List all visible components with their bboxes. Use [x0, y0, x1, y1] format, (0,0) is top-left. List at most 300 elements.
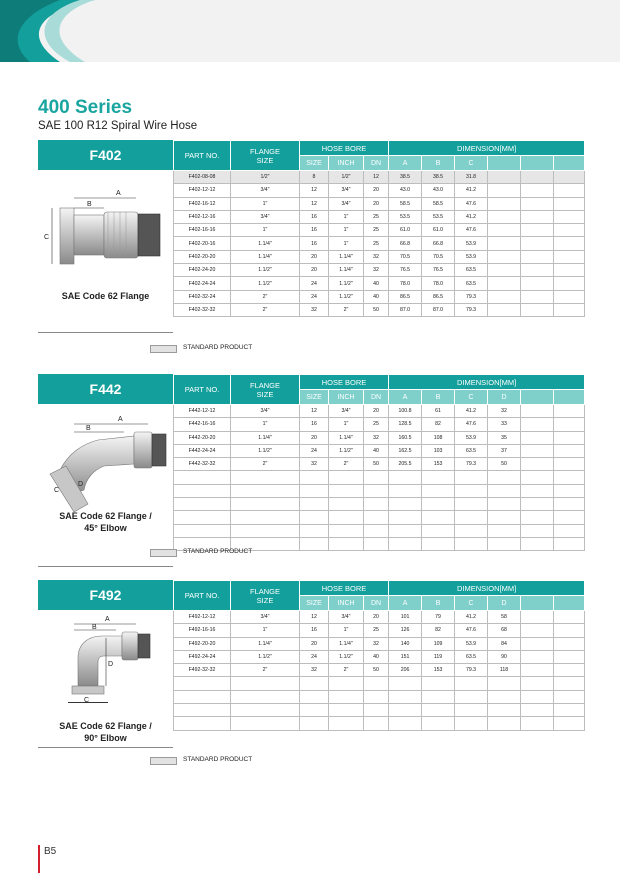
table-cell-empty — [488, 277, 521, 290]
table-cell-empty — [455, 537, 488, 550]
table-cell: F492-20-20 — [174, 637, 231, 650]
table-cell-empty — [554, 405, 585, 418]
table-cell-empty — [231, 484, 300, 497]
table-cell: 1.1/4" — [329, 250, 364, 263]
table-cell: 24 — [300, 650, 329, 663]
table-cell-empty — [364, 677, 389, 690]
table-cell: 3/4" — [329, 197, 364, 210]
model-label-f442: F442 — [38, 374, 173, 404]
table-cell-empty — [521, 237, 554, 250]
table-cell: 24 — [300, 277, 329, 290]
dim-label-b: B — [87, 201, 92, 208]
col-header-inch: INCH — [329, 156, 364, 171]
col-header-b: B — [422, 390, 455, 405]
table-cell: 40 — [364, 650, 389, 663]
straight-flange-fitting-drawing — [38, 170, 173, 300]
table-cell-empty — [554, 690, 585, 703]
table-cell-empty — [521, 624, 554, 637]
col-header-dn: DN — [364, 156, 389, 171]
col-header-dimension: DIMENSION[MM] — [389, 581, 585, 596]
col-header-d: D — [488, 596, 521, 611]
table-cell: 118 — [488, 664, 521, 677]
table-cell: 8 — [300, 171, 329, 184]
table-cell: 25 — [364, 237, 389, 250]
table-cell: 1/2" — [329, 171, 364, 184]
table-cell-empty — [554, 237, 585, 250]
table-cell: 84 — [488, 637, 521, 650]
table-cell: 16 — [300, 237, 329, 250]
table-cell: 153 — [422, 664, 455, 677]
table-cell: 1.1/2" — [231, 444, 300, 457]
table-cell-empty — [422, 484, 455, 497]
table-cell-empty — [422, 498, 455, 511]
table-cell-empty — [554, 264, 585, 277]
table-cell: 38.5 — [422, 171, 455, 184]
col-header-flange-size: FLANGE SIZE — [231, 375, 300, 405]
table-cell: 20 — [300, 431, 329, 444]
table-cell-empty — [488, 303, 521, 316]
table-cell-empty — [554, 303, 585, 316]
table-cell-empty — [231, 511, 300, 524]
table-row — [174, 224, 585, 237]
table-cell-empty — [554, 171, 585, 184]
table-cell-empty — [521, 637, 554, 650]
table-cell-empty — [300, 511, 329, 524]
table-cell: 47.6 — [455, 624, 488, 637]
table-cell: 1.1/4" — [329, 431, 364, 444]
table-cell: 2" — [231, 290, 300, 303]
table-cell: 58.5 — [389, 197, 422, 210]
table-cell-empty — [455, 498, 488, 511]
table-cell: 37 — [488, 444, 521, 457]
table-cell: 79.3 — [455, 458, 488, 471]
table-cell-empty — [389, 537, 422, 550]
table-cell-empty — [554, 637, 585, 650]
90-degree-elbow-fitting-drawing — [38, 610, 173, 700]
table-row — [174, 650, 585, 663]
table-row — [174, 303, 585, 316]
table-row-empty — [174, 511, 585, 524]
table-cell: 50 — [364, 664, 389, 677]
table-cell-empty — [554, 664, 585, 677]
table-cell: 1.1/2" — [329, 290, 364, 303]
table-cell-empty — [554, 650, 585, 663]
table-cell: 1.1/2" — [231, 264, 300, 277]
table-cell: 86.5 — [389, 290, 422, 303]
table-cell: 126 — [389, 624, 422, 637]
table-cell-empty — [364, 484, 389, 497]
table-cell-empty — [329, 484, 364, 497]
table-cell: 1.1/4" — [231, 237, 300, 250]
table-cell-empty — [231, 704, 300, 717]
table-cell: 32 — [364, 637, 389, 650]
table-cell: 79.3 — [455, 290, 488, 303]
table-cell: 12 — [300, 611, 329, 624]
caption-line-1: SAE Code 62 Flange / — [59, 511, 152, 521]
dim-label-a: A — [118, 416, 123, 423]
table-cell: 68 — [488, 624, 521, 637]
table-cell: 25 — [364, 224, 389, 237]
table-cell: 33 — [488, 418, 521, 431]
table-row — [174, 171, 585, 184]
dim-label-a: A — [116, 190, 121, 197]
table-cell: 41.2 — [455, 210, 488, 223]
table-cell: F402-32-24 — [174, 290, 231, 303]
table-cell: 1" — [329, 237, 364, 250]
caption-line-1: SAE Code 62 Flange / — [59, 721, 152, 731]
table-cell-empty — [300, 484, 329, 497]
table-cell-empty — [521, 511, 554, 524]
table-cell-empty — [300, 704, 329, 717]
table-cell: 153 — [422, 458, 455, 471]
table-cell-empty — [455, 717, 488, 730]
table-cell-empty — [300, 471, 329, 484]
legend-swatch — [150, 757, 177, 765]
table-cell-empty — [554, 537, 585, 550]
table-cell-empty — [521, 171, 554, 184]
table-cell-empty — [488, 511, 521, 524]
table-cell-empty — [488, 690, 521, 703]
table-cell-empty — [389, 690, 422, 703]
model-label-f402: F402 — [38, 140, 173, 170]
col-header-blank — [521, 596, 554, 611]
dim-label-a: A — [105, 616, 110, 623]
table-cell: 3/4" — [231, 611, 300, 624]
table-cell: 40 — [364, 290, 389, 303]
table-cell: F442-32-32 — [174, 458, 231, 471]
col-header-hose-bore: HOSE BORE — [300, 581, 389, 596]
table-cell-empty — [521, 418, 554, 431]
dim-label-b: B — [86, 425, 91, 432]
table-row-empty — [174, 471, 585, 484]
table-cell: F442-24-24 — [174, 444, 231, 457]
table-cell: 32 — [300, 303, 329, 316]
table-cell-empty — [389, 524, 422, 537]
table-cell-empty — [231, 524, 300, 537]
table-cell: F402-20-20 — [174, 250, 231, 263]
table-cell-empty — [231, 498, 300, 511]
table-cell: 70.5 — [422, 250, 455, 263]
table-cell-empty — [422, 677, 455, 690]
table-cell: 16 — [300, 210, 329, 223]
table-cell-empty — [364, 690, 389, 703]
table-cell: 79.3 — [455, 664, 488, 677]
table-cell-empty — [329, 677, 364, 690]
table-cell: 1.1/2" — [231, 277, 300, 290]
table-cell: 24 — [300, 290, 329, 303]
table-cell-empty — [231, 471, 300, 484]
table-cell-empty — [521, 690, 554, 703]
dim-c-marker — [68, 698, 118, 708]
table-cell: 160.5 — [389, 431, 422, 444]
col-header-hose-bore: HOSE BORE — [300, 141, 389, 156]
table-cell-empty — [389, 704, 422, 717]
table-cell: 38.5 — [389, 171, 422, 184]
table-cell-empty — [422, 537, 455, 550]
table-cell-empty — [521, 444, 554, 457]
table-cell: 31.8 — [455, 171, 488, 184]
col-header-flange-size: FLANGE SIZE — [231, 581, 300, 611]
header-banner — [0, 0, 620, 62]
table-row — [174, 418, 585, 431]
table-row — [174, 197, 585, 210]
table-cell: 32 — [364, 264, 389, 277]
table-cell: 53.5 — [422, 210, 455, 223]
table-cell: 16 — [300, 418, 329, 431]
table-cell: 128.5 — [389, 418, 422, 431]
table-row — [174, 458, 585, 471]
table-cell-empty — [521, 717, 554, 730]
table-cell-empty — [521, 524, 554, 537]
caption-line-2: 45° Elbow — [84, 523, 127, 533]
table-cell-empty — [554, 290, 585, 303]
col-header-dn: DN — [364, 596, 389, 611]
table-cell-empty — [521, 264, 554, 277]
col-header-size: SIZE — [300, 390, 329, 405]
table-cell: 53.9 — [455, 237, 488, 250]
table-cell-empty — [521, 650, 554, 663]
table-cell: 79 — [422, 611, 455, 624]
table-cell: 2" — [231, 458, 300, 471]
table-cell: 50 — [488, 458, 521, 471]
col-header-inch: INCH — [329, 596, 364, 611]
table-cell-empty — [389, 511, 422, 524]
col-header-c: C — [455, 390, 488, 405]
table-cell: 61.0 — [389, 224, 422, 237]
table-cell-empty — [521, 303, 554, 316]
table-row — [174, 237, 585, 250]
dim-label-d: D — [78, 481, 84, 488]
table-cell-empty — [300, 524, 329, 537]
caption-f492 — [38, 720, 173, 744]
table-row-empty — [174, 677, 585, 690]
table-cell-empty — [389, 471, 422, 484]
col-header-part-no: PART NO. — [174, 581, 231, 611]
table-cell: 2" — [329, 664, 364, 677]
table-cell-empty — [488, 184, 521, 197]
col-header-blank — [554, 596, 585, 611]
table-cell: 41.2 — [455, 184, 488, 197]
table-cell: 43.0 — [422, 184, 455, 197]
table-cell: 32 — [364, 250, 389, 263]
table-row — [174, 264, 585, 277]
table-cell: 43.0 — [389, 184, 422, 197]
table-cell: 1.1/2" — [329, 444, 364, 457]
table-cell: 61.0 — [422, 224, 455, 237]
table-cell-empty — [554, 717, 585, 730]
spec-table-f402 — [173, 140, 585, 317]
table-cell: 53.9 — [455, 637, 488, 650]
table-cell-empty — [521, 484, 554, 497]
table-cell-empty — [364, 717, 389, 730]
table-cell-empty — [554, 624, 585, 637]
table-cell: 12 — [364, 171, 389, 184]
table-cell-empty — [488, 484, 521, 497]
table-cell: 20 — [364, 405, 389, 418]
table-cell: 66.8 — [389, 237, 422, 250]
table-cell-empty — [554, 498, 585, 511]
spec-table-f442 — [173, 374, 585, 551]
table-cell: 1" — [329, 224, 364, 237]
table-cell-empty — [488, 704, 521, 717]
table-cell: 1.1/2" — [329, 277, 364, 290]
45-degree-elbow-fitting-drawing — [38, 404, 173, 516]
table-cell: 20 — [364, 184, 389, 197]
col-header-a: A — [389, 156, 422, 171]
table-cell-empty — [554, 418, 585, 431]
caption-f442 — [38, 510, 173, 534]
table-cell: 3/4" — [231, 184, 300, 197]
table-cell-empty — [389, 484, 422, 497]
diagram-f402 — [38, 170, 173, 333]
table-cell: 63.5 — [455, 444, 488, 457]
table-cell-empty — [174, 690, 231, 703]
table-cell: 1" — [231, 197, 300, 210]
table-cell-empty — [422, 471, 455, 484]
col-header-blank — [488, 156, 521, 171]
table-cell: 40 — [364, 277, 389, 290]
table-row-empty — [174, 717, 585, 730]
col-header-d: D — [488, 390, 521, 405]
table-cell: 2" — [231, 303, 300, 316]
table-cell: F492-16-16 — [174, 624, 231, 637]
table-cell: 1" — [329, 418, 364, 431]
table-cell-empty — [231, 717, 300, 730]
legend-swatch — [150, 345, 177, 353]
table-cell: 66.8 — [422, 237, 455, 250]
col-header-a: A — [389, 390, 422, 405]
table-row-empty — [174, 484, 585, 497]
col-header-dimension: DIMENSION[MM] — [389, 375, 585, 390]
banner-swoosh-graphic — [0, 0, 620, 62]
table-cell: 61 — [422, 405, 455, 418]
table-cell-empty — [231, 677, 300, 690]
table-row-empty — [174, 690, 585, 703]
table-cell-empty — [455, 677, 488, 690]
table-cell: 3/4" — [329, 405, 364, 418]
table-row — [174, 611, 585, 624]
table-cell: 25 — [364, 210, 389, 223]
table-cell: F492-12-12 — [174, 611, 231, 624]
table-cell-empty — [554, 524, 585, 537]
col-header-blank — [521, 156, 554, 171]
table-cell-empty — [422, 704, 455, 717]
table-cell-empty — [488, 197, 521, 210]
table-cell: 40 — [364, 444, 389, 457]
table-cell-empty — [488, 171, 521, 184]
table-cell: 100.8 — [389, 405, 422, 418]
table-cell: 63.5 — [455, 264, 488, 277]
table-cell: 1" — [231, 224, 300, 237]
table-cell: 25 — [364, 624, 389, 637]
table-cell-empty — [554, 210, 585, 223]
table-cell-empty — [455, 690, 488, 703]
table-cell-empty — [488, 471, 521, 484]
table-cell-empty — [521, 611, 554, 624]
table-cell-empty — [488, 717, 521, 730]
table-cell-empty — [455, 524, 488, 537]
table-cell: F402-08-08 — [174, 171, 231, 184]
table-cell: 41.2 — [455, 405, 488, 418]
table-cell: 82 — [422, 418, 455, 431]
table-cell: F402-24-24 — [174, 277, 231, 290]
table-cell: 32 — [300, 664, 329, 677]
table-cell: 20 — [364, 611, 389, 624]
table-cell: F442-12-12 — [174, 405, 231, 418]
table-cell: 12 — [300, 197, 329, 210]
legend-standard-product — [150, 547, 350, 559]
table-cell-empty — [554, 611, 585, 624]
table-cell-empty — [521, 431, 554, 444]
table-cell: 1.1/4" — [231, 637, 300, 650]
table-cell-empty — [521, 677, 554, 690]
table-cell: 1.1/4" — [231, 431, 300, 444]
table-cell: 109 — [422, 637, 455, 650]
table-cell-empty — [174, 471, 231, 484]
col-header-blank — [554, 156, 585, 171]
table-cell-empty — [488, 677, 521, 690]
table-cell-empty — [488, 237, 521, 250]
caption-line-2: 90° Elbow — [84, 733, 127, 743]
table-cell-empty — [455, 484, 488, 497]
table-cell-empty — [554, 458, 585, 471]
table-cell: 53.9 — [455, 250, 488, 263]
table-cell: F402-12-16 — [174, 210, 231, 223]
table-cell: 12 — [300, 405, 329, 418]
table-cell-empty — [329, 717, 364, 730]
table-cell: 63.5 — [455, 277, 488, 290]
table-cell: 79.3 — [455, 303, 488, 316]
col-header-a: A — [389, 596, 422, 611]
table-cell-empty — [174, 524, 231, 537]
table-cell-empty — [488, 210, 521, 223]
table-row — [174, 444, 585, 457]
table-cell-empty — [422, 690, 455, 703]
table-cell-empty — [521, 197, 554, 210]
table-cell-empty — [300, 498, 329, 511]
spec-table-f492 — [173, 580, 585, 731]
table-cell-empty — [455, 704, 488, 717]
table-cell-empty — [488, 250, 521, 263]
series-subtitle: SAE 100 R12 Spiral Wire Hose — [38, 120, 198, 132]
col-header-b: B — [422, 596, 455, 611]
col-header-size: SIZE — [300, 156, 329, 171]
table-cell: 1" — [231, 418, 300, 431]
table-cell: 101 — [389, 611, 422, 624]
table-cell-empty — [521, 664, 554, 677]
table-cell: 1.1/4" — [329, 637, 364, 650]
table-cell-empty — [364, 704, 389, 717]
col-header-c: C — [455, 156, 488, 171]
table-cell: F402-20-16 — [174, 237, 231, 250]
legend-standard-product — [150, 755, 350, 767]
table-row — [174, 637, 585, 650]
col-header-dn: DN — [364, 390, 389, 405]
table-cell: 78.0 — [422, 277, 455, 290]
col-header-c: C — [455, 596, 488, 611]
table-cell-empty — [300, 690, 329, 703]
table-cell: F402-12-12 — [174, 184, 231, 197]
table-cell-empty — [521, 277, 554, 290]
table-cell-empty — [329, 511, 364, 524]
table-cell: 140 — [389, 637, 422, 650]
table-cell: 24 — [300, 444, 329, 457]
table-cell-empty — [422, 717, 455, 730]
table-cell: 47.6 — [455, 418, 488, 431]
table-cell: 162.5 — [389, 444, 422, 457]
caption-f402 — [38, 290, 173, 302]
table-cell: 108 — [422, 431, 455, 444]
